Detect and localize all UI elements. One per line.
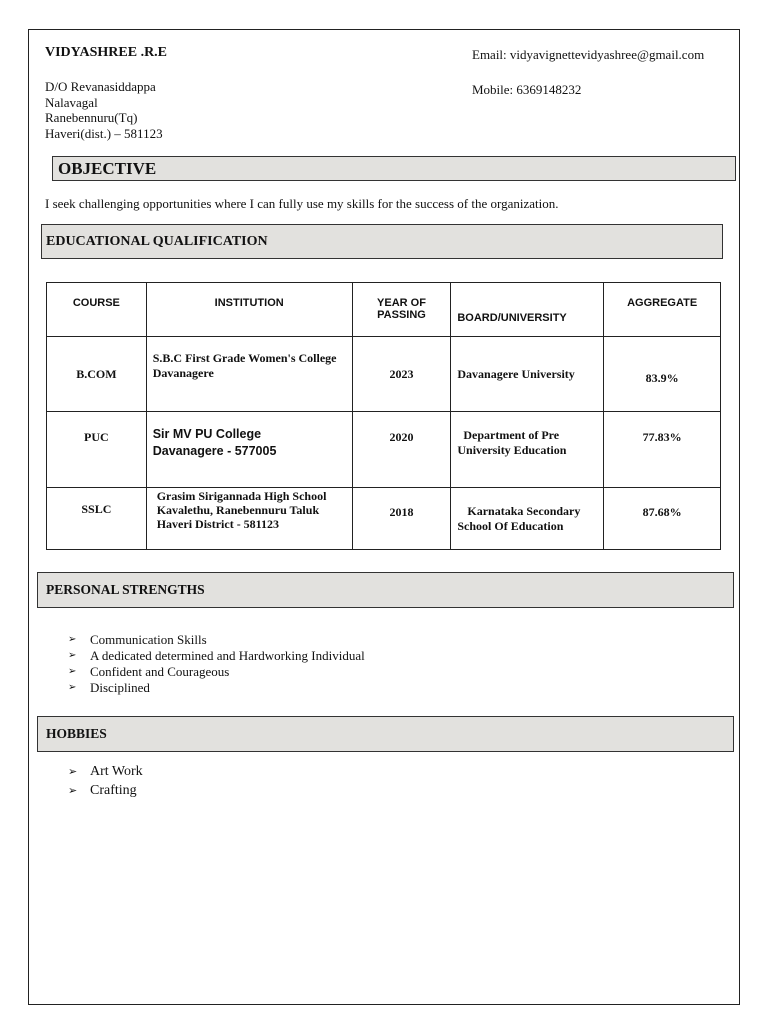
course-cell: SSLC (47, 488, 147, 550)
list-item-text: Communication Skills (90, 632, 207, 647)
strengths-heading: PERSONAL STRENGTHS (37, 572, 734, 608)
address-line: Nalavagal (45, 94, 98, 110)
arrow-bullet-icon: ➢ (68, 666, 77, 677)
board-line: Karnataka Secondary (467, 504, 581, 518)
education-heading: EDUCATIONAL QUALIFICATION (41, 224, 723, 259)
year-cell: 2023 (352, 337, 451, 412)
institution-line: Kavalethu, Ranebennuru Taluk (156, 503, 320, 517)
objective-heading: OBJECTIVE (52, 156, 736, 181)
year-cell: 2018 (352, 488, 451, 550)
institution-line: Grasim Sirigannada High School (156, 489, 327, 503)
hobbies-list (68, 762, 143, 800)
board-cell (451, 337, 604, 412)
board-line: University Education (457, 443, 567, 457)
table-row (47, 337, 721, 412)
institution-cell (146, 412, 352, 488)
address-line: Ranebennuru(Tq) (45, 110, 138, 125)
table-header-row (47, 283, 721, 337)
course-cell: PUC (47, 412, 147, 488)
education-table (46, 282, 721, 550)
list-item (68, 762, 143, 781)
list-item-text: Confident and Courageous (90, 664, 230, 679)
column-header-year-line: YEAR OF (377, 297, 426, 309)
objective-text: I seek challenging opportunities where I can fully use my skills for the success of the organization. (45, 196, 559, 211)
column-header-course: COURSE (47, 283, 147, 337)
arrow-bullet-icon: ➢ (68, 634, 77, 645)
institution-line: Sir MV PU College (152, 427, 262, 441)
arrow-bullet-icon: ➢ (68, 765, 78, 778)
postal-address (45, 79, 163, 141)
board-line: Department of Pre (463, 428, 560, 442)
list-item (68, 632, 365, 648)
table-row (47, 412, 721, 488)
year-cell: 2020 (352, 412, 451, 488)
address-line: Haveri(dist.) – 581123 (45, 125, 163, 141)
aggregate-cell: 87.68% (604, 488, 721, 550)
list-item (68, 664, 365, 680)
institution-cell (146, 337, 352, 412)
address-line: D/O Revanasiddappa (45, 79, 156, 94)
arrow-bullet-icon: ➢ (68, 784, 78, 797)
list-item-text: Crafting (90, 783, 137, 798)
column-header-year (352, 283, 451, 337)
list-item (68, 781, 143, 800)
email-address: Email: vidyavignettevidyashree@gmail.com (472, 47, 705, 62)
board-line: School Of Education (457, 519, 564, 533)
aggregate-cell: 83.9% (604, 337, 721, 412)
column-header-board: BOARD/UNIVERSITY (451, 283, 604, 337)
column-header-year-line: PASSING (377, 309, 426, 321)
board-cell (451, 488, 604, 550)
table-row (47, 488, 721, 550)
institution-cell (146, 488, 352, 550)
list-item-text: A dedicated determined and Hardworking Individual (90, 648, 365, 663)
arrow-bullet-icon: ➢ (68, 682, 77, 693)
strengths-list (68, 632, 365, 696)
column-header-institution: INSTITUTION (146, 283, 352, 337)
institution-line: Davanagere - 577005 (152, 444, 277, 458)
candidate-name: VIDYASHREE .R.E (45, 45, 168, 60)
hobbies-heading: HOBBIES (37, 716, 734, 752)
mobile-number: Mobile: 6369148232 (472, 82, 582, 97)
list-item-text: Disciplined (90, 680, 150, 695)
arrow-bullet-icon: ➢ (68, 650, 77, 661)
list-item (68, 648, 365, 664)
board-cell (451, 412, 604, 488)
institution-line: Haveri District - 581123 (156, 517, 280, 531)
column-header-aggregate: AGGREGATE (604, 283, 721, 337)
list-item (68, 680, 365, 696)
aggregate-cell: 77.83% (604, 412, 721, 488)
institution-line: S.B.C First Grade Women's College (152, 351, 337, 365)
course-cell: B.COM (47, 337, 147, 412)
list-item-text: Art Work (90, 764, 143, 779)
institution-line: Davanagere (152, 366, 214, 380)
board-line: Davanagere University (457, 366, 575, 381)
